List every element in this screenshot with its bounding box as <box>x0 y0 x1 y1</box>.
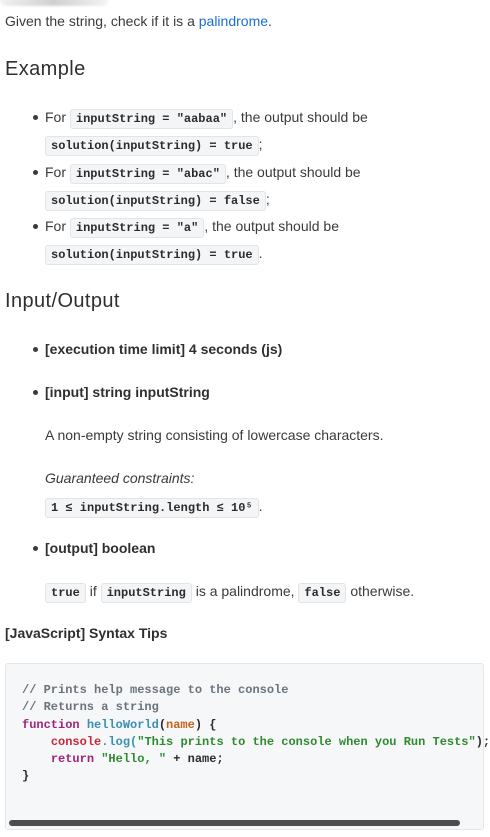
example-input-code: inputString = "abac" <box>70 164 226 184</box>
example-output-code: solution(inputString) = false <box>45 191 266 211</box>
output-label: [output] boolean <box>45 540 156 556</box>
example-output-code: solution(inputString) = true <box>45 136 259 156</box>
bullet <box>33 224 38 229</box>
example-item: For inputString = "aabaa" , the output should be solution(inputString) = true ; <box>0 108 490 163</box>
syntax-tips-title: [JavaScript] Syntax Tips <box>5 625 168 641</box>
example-heading: Example <box>5 58 86 80</box>
example-list <box>0 108 490 272</box>
example-input-code: inputString = "aabaa" <box>70 109 233 129</box>
constraints-line: 1 ≤ inputString.length ≤ 10⁵ . <box>45 497 263 517</box>
constraint-code: 1 ≤ inputString.length ≤ 10⁵ <box>45 498 259 518</box>
bullet <box>33 170 38 175</box>
bullet <box>33 115 38 120</box>
example-input-code: inputString = "a" <box>70 218 204 238</box>
bullet <box>33 546 38 551</box>
false-code: false <box>298 583 346 603</box>
example-item: For inputString = "abac" , the output should be solution(inputString) = false ; <box>0 163 490 218</box>
output-description: true if inputString is a palindrome, false otherwise. <box>45 582 414 602</box>
bullet <box>33 347 38 352</box>
io-heading: Input/Output <box>5 290 120 312</box>
io-input-item <box>0 383 210 401</box>
constraints-label: Guaranteed constraints: <box>45 470 195 486</box>
example-item: For inputString = "a" , the output should be solution(inputString) = true . <box>0 217 490 272</box>
example-output-code: solution(inputString) = true <box>45 245 259 265</box>
input-var-code: inputString <box>101 583 192 603</box>
io-time-limit-item <box>0 340 282 358</box>
palindrome-link[interactable]: palindrome <box>198 13 269 29</box>
bullet <box>33 390 38 395</box>
problem-intro: Given the string, check if it is a palindrome. <box>5 13 272 29</box>
input-description: A non-empty string consisting of lowercase characters. <box>45 427 384 443</box>
code-content: // Prints help message to the console // Returns a string function helloWorld(name) { console.log("This prints to the console when you Run Tests"); return "Hello, " + name; } <box>22 683 490 784</box>
code-block <box>5 663 490 830</box>
top-cropped-element <box>0 0 108 6</box>
input-label: [input] string inputString <box>45 384 210 400</box>
scrollbar-thumb[interactable] <box>9 820 460 826</box>
io-output-item <box>0 539 155 557</box>
true-code: true <box>45 583 86 603</box>
time-limit-label: [execution time limit] 4 seconds (js) <box>45 341 283 357</box>
horizontal-scrollbar[interactable] <box>6 817 483 829</box>
